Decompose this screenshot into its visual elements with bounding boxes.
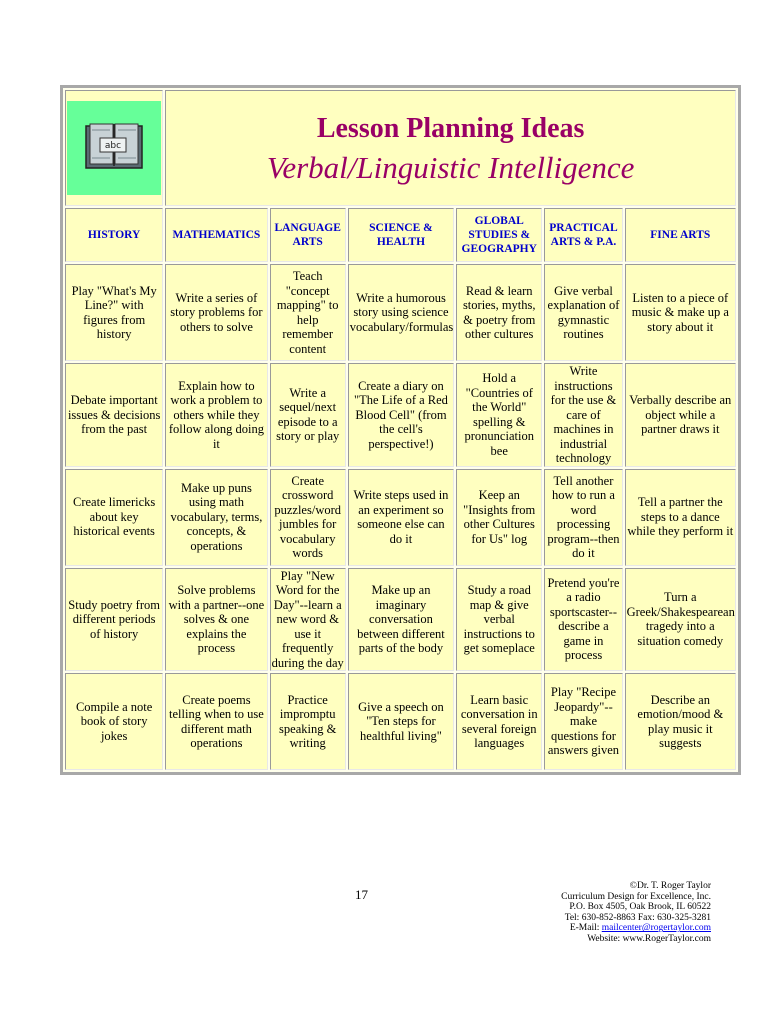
table-cell: Tell a partner the steps to a dance while they perform it xyxy=(625,469,736,566)
table-cell: Make up an imaginary conversation between different parts of the body xyxy=(348,568,454,672)
page-number: 17 xyxy=(355,887,368,902)
table-cell: Compile a note book of story jokes xyxy=(65,673,163,770)
table-cell: Create limericks about key historical events xyxy=(65,469,163,566)
column-header: LANGUAGE ARTS xyxy=(270,208,346,262)
page-subtitle: Verbal/Linguistic Intelligence xyxy=(266,150,635,185)
title-cell xyxy=(165,90,736,206)
column-header: HISTORY xyxy=(65,208,163,262)
company-name: Curriculum Design for Excellence, Inc. xyxy=(561,891,711,902)
table-row xyxy=(65,469,736,566)
lesson-ideas-table xyxy=(60,85,741,775)
table-cell: Learn basic conversation in several foreign languages xyxy=(456,673,542,770)
table-cell: Listen to a piece of music & make up a story about it xyxy=(625,264,736,361)
mailing-address: P.O. Box 4505, Oak Brook, IL 60522 xyxy=(569,902,711,913)
table-cell: Create a diary on "The Life of a Red Blood Cell" (from the cell's perspective!) xyxy=(348,363,454,467)
column-header: PRACTICAL ARTS & P.A. xyxy=(544,208,622,262)
website-text: Website: www.RogerTaylor.com xyxy=(587,933,711,944)
table-cell: Write instructions for the use & care of machines in industrial technology xyxy=(544,363,622,467)
copyright-text: ©Dr. T. Roger Taylor xyxy=(629,881,711,891)
table-cell: Read & learn stories, myths, & poetry from other cultures xyxy=(456,264,542,361)
column-header: FINE ARTS xyxy=(625,208,736,262)
column-header: GLOBAL STUDIES & GEOGRAPHY xyxy=(456,208,542,262)
footer-credits xyxy=(561,881,711,945)
table-cell: Explain how to work a problem to others while they follow along doing it xyxy=(165,363,267,467)
email-label: E-Mail: xyxy=(569,923,602,934)
column-header: MATHEMATICS xyxy=(165,208,267,262)
logo-box xyxy=(67,101,161,195)
table-cell: Describe an emotion/mood & play music it suggests xyxy=(625,673,736,770)
email-line xyxy=(561,923,711,934)
table-cell: Write a humorous story using science vocabulary/formulas xyxy=(348,264,454,361)
table-cell: Make up puns using math vocabulary, terms, concepts, & operations xyxy=(165,469,267,566)
column-header: SCIENCE & HEALTH xyxy=(348,208,454,262)
table-row xyxy=(65,673,736,770)
table-cell: Write steps used in an experiment so someone else can do it xyxy=(348,469,454,566)
table-cell: Turn a Greek/Shakespearean tragedy into a situation comedy xyxy=(625,568,736,672)
table-cell: Play "Recipe Jeopardy"--make questions for answers given xyxy=(544,673,622,770)
table-cell: Give a speech on "Ten steps for healthful living" xyxy=(348,673,454,770)
table-cell: Practice impromptu speaking & writing xyxy=(270,673,346,770)
table-cell: Debate important issues & decisions from the past xyxy=(65,363,163,467)
title-row xyxy=(65,90,736,206)
table-cell: Write a series of story problems for others to solve xyxy=(165,264,267,361)
column-header-row xyxy=(65,208,736,262)
table-cell: Create poems telling when to use different math operations xyxy=(165,673,267,770)
table-cell: Solve problems with a partner--one solves & one explains the process xyxy=(165,568,267,672)
table-cell: Play "New Word for the Day"--learn a new word & use it frequently during the day xyxy=(271,568,344,670)
table-cell: Verbally describe an object while a partner draws it xyxy=(625,363,736,467)
table-cell: Create crossword puzzles/word jumbles for vocabulary words xyxy=(270,469,346,566)
book-abc-icon xyxy=(80,114,148,182)
table-row xyxy=(65,568,736,672)
table-cell: Write a sequel/next episode to a story or play xyxy=(270,363,346,467)
logo-cell xyxy=(65,90,163,206)
table-cell: Hold a "Countries of the World" spelling & pronunciation bee xyxy=(456,363,542,467)
table-cell: Study a road map & give verbal instructions to get someplace xyxy=(456,568,542,672)
page-title: Lesson Planning Ideas xyxy=(316,113,585,144)
table-row xyxy=(65,363,736,467)
table-row xyxy=(65,264,736,361)
table-cell: Pretend you're a radio sportscaster--describe a game in process xyxy=(544,568,622,672)
table-cell: Tell another how to run a word processing program--then do it xyxy=(544,469,622,566)
table-cell: Give verbal explanation of gymnastic routines xyxy=(544,264,622,361)
table-cell: Play "What's My Line?" with figures from history xyxy=(65,264,163,361)
table-cell: Study poetry from different periods of history xyxy=(65,568,163,672)
table-cell: Keep an "Insights from other Cultures for Us" log xyxy=(456,469,542,566)
table-cell: Teach "concept mapping" to help remember content xyxy=(270,264,346,361)
svg-text:abc: abc xyxy=(105,141,122,151)
email-link[interactable]: mailcenter@rogertaylor.com xyxy=(601,923,711,934)
phone-fax: Tel: 630-852-8863 Fax: 630-325-3281 xyxy=(564,912,711,923)
